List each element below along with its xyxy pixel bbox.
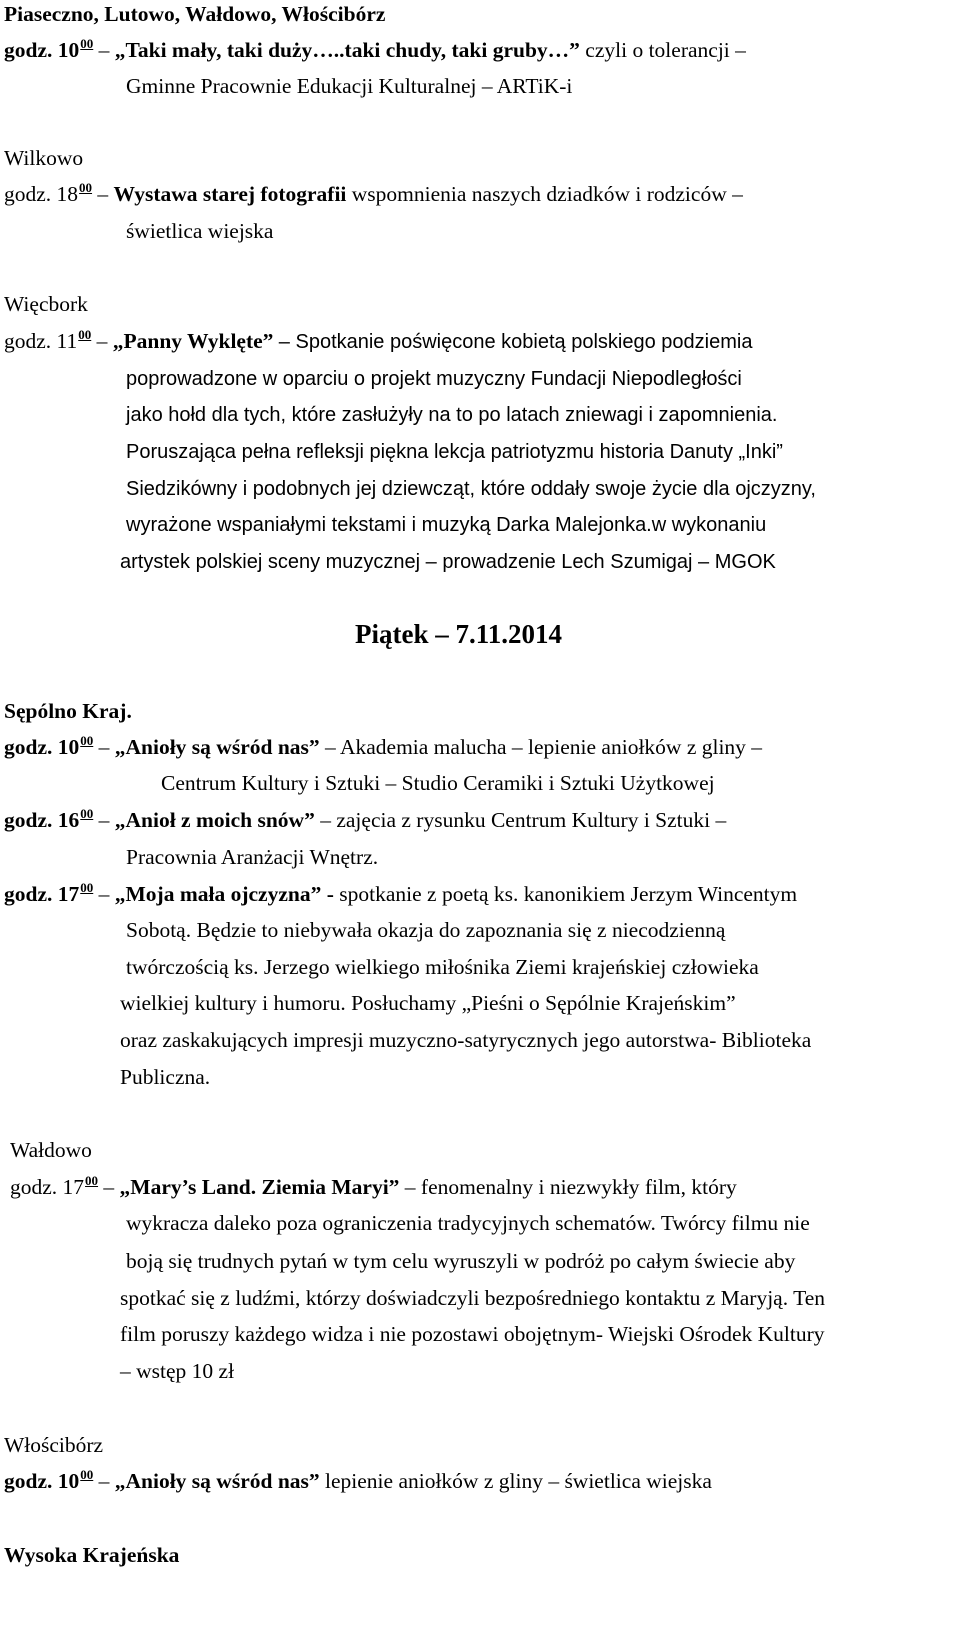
event-time-minutes: 00 — [80, 36, 94, 51]
event-dash: – — [98, 808, 110, 832]
event-line — [10, 1173, 737, 1199]
event-title: „Moja mała ojczyzna” - — [114, 882, 334, 906]
event-continuation: Gminne Pracownie Edukacji Kulturalnej – ARTiK-i — [126, 74, 573, 98]
event-dash: – — [98, 38, 110, 62]
event-continuation: Sobotą. Będzie to niebywała okazja do zapoznania się z niecodzienną — [126, 918, 726, 942]
event-time: godz. 10 — [4, 38, 80, 62]
event-description: – zajęcia z rysunku Centrum Kultury i Sztuki – — [320, 808, 727, 832]
event-description: – Akademia malucha – lepienie aniołków z gliny – — [325, 735, 763, 759]
event-time: godz. 16 — [4, 808, 80, 832]
event-line — [4, 1467, 712, 1493]
event-time-minutes: 00 — [85, 1173, 99, 1188]
event-continuation: – wstęp 10 zł — [120, 1359, 235, 1383]
place-heading: Więcbork — [4, 292, 88, 316]
event-continuation: Siedzikówny i podobnych jej dziewcząt, które oddały swoje życie dla ojczyzny, — [126, 478, 816, 500]
event-time-minutes: 00 — [80, 806, 94, 821]
event-continuation: boją się trudnych pytań w tym celu wyruszyli w podróż po całym świecie aby — [126, 1249, 796, 1273]
event-title: „Anioły są wśród nas” — [114, 1469, 320, 1493]
event-line — [4, 327, 753, 353]
event-dash: – — [103, 1175, 115, 1199]
event-continuation: jako hołd dla tych, które zasłużyły na to po latach zniewagi i zapomnienia. — [126, 404, 778, 426]
event-continuation: Centrum Kultury i Sztuki – Studio Ceramiki i Sztuki Użytkowej — [161, 771, 715, 795]
event-line — [4, 806, 727, 832]
event-time: godz. 11 — [4, 329, 78, 353]
event-line — [4, 880, 798, 906]
event-continuation: Publiczna. — [120, 1065, 211, 1089]
event-continuation: film poruszy każdego widza i nie pozostawi obojętnym- Wiejski Ośrodek Kultury — [120, 1322, 825, 1346]
event-continuation: wielkiej kultury i humoru. Posłuchamy „Pieśni o Sępólnie Krajeńskim” — [120, 991, 736, 1015]
event-description: lepienie aniołków z gliny – świetlica wiejska — [325, 1469, 712, 1493]
event-time: godz. 18 — [4, 182, 79, 206]
event-time-minutes: 00 — [80, 733, 94, 748]
event-title: „Anioły są wśród nas” — [114, 735, 320, 759]
event-continuation: oraz zaskakujących impresji muzyczno-satyrycznych jego autorstwa- Biblioteka — [120, 1028, 812, 1052]
place-heading: Wilkowo — [4, 146, 84, 170]
event-line — [4, 733, 763, 759]
event-description: spotkanie z poetą ks. kanonikiem Jerzym Wincentym — [339, 882, 798, 906]
day-heading: Piątek – 7.11.2014 — [355, 619, 562, 649]
event-continuation: artystek polskiej sceny muzycznej – prowadzenie Lech Szumigaj – MGOK — [120, 551, 776, 573]
event-description: czyli o tolerancji – — [585, 38, 746, 62]
event-time: godz. 10 — [4, 1469, 80, 1493]
event-dash: – — [98, 882, 110, 906]
event-continuation: poprowadzone w oparciu o projekt muzyczny Fundacji Niepodległości — [126, 368, 742, 390]
event-description: – Spotkanie poświęcone kobietą polskiego podziemia — [278, 331, 753, 353]
event-dash: – — [98, 1469, 110, 1493]
place-heading: Wałdowo — [10, 1138, 92, 1162]
event-time-minutes: 00 — [78, 327, 92, 342]
place-heading: Sępólno Kraj. — [4, 699, 132, 723]
event-continuation: świetlica wiejska — [126, 219, 274, 243]
event-title: Wystawa starej fotografii — [113, 182, 347, 206]
event-title: „Taki mały, taki duży…..taki chudy, taki gruby…” — [114, 38, 580, 62]
event-continuation: wyrażone wspaniałymi tekstami i muzyką Darka Malejonka.w wykonaniu — [126, 514, 767, 536]
event-time: godz. 17 — [4, 882, 80, 906]
event-time-minutes: 00 — [80, 1467, 94, 1482]
event-time-minutes: 00 — [80, 880, 94, 895]
event-time: godz. 17 — [10, 1175, 85, 1199]
event-continuation: twórczością ks. Jerzego wielkiego miłośnika Ziemi krajeńskiej człowieka — [126, 955, 759, 979]
place-heading: Piaseczno, Lutowo, Wałdowo, Włościbórz — [4, 2, 386, 26]
event-continuation: Poruszająca pełna refleksji piękna lekcja patriotyzmu historia Danuty „Inki” — [126, 441, 783, 463]
place-heading: Wysoka Krajeńska — [4, 1543, 180, 1567]
event-continuation: Pracownia Aranżacji Wnętrz. — [126, 845, 379, 869]
place-heading: Włościbórz — [4, 1433, 104, 1457]
event-time: godz. 10 — [4, 735, 80, 759]
event-title: „Anioł z moich snów” — [114, 808, 315, 832]
event-title: „Panny Wyklęte” — [112, 329, 274, 353]
event-description: wspomnienia naszych dziadków i rodziców – — [351, 182, 743, 206]
event-continuation: wykracza daleko poza ograniczenia tradycyjnych schematów. Twórcy filmu nie — [126, 1211, 810, 1235]
event-line — [4, 36, 746, 62]
event-continuation: spotkać się z ludźmi, którzy doświadczyli bezpośredniego kontaktu z Maryją. Ten — [120, 1286, 826, 1310]
event-dash: – — [96, 329, 108, 353]
event-time-minutes: 00 — [79, 180, 93, 195]
event-dash: – — [97, 182, 109, 206]
event-title: „Mary’s Land. Ziemia Maryi” — [119, 1175, 400, 1199]
event-dash: – — [98, 735, 110, 759]
event-line — [4, 180, 743, 206]
event-description: – fenomenalny i niezwykły film, który — [404, 1175, 737, 1199]
